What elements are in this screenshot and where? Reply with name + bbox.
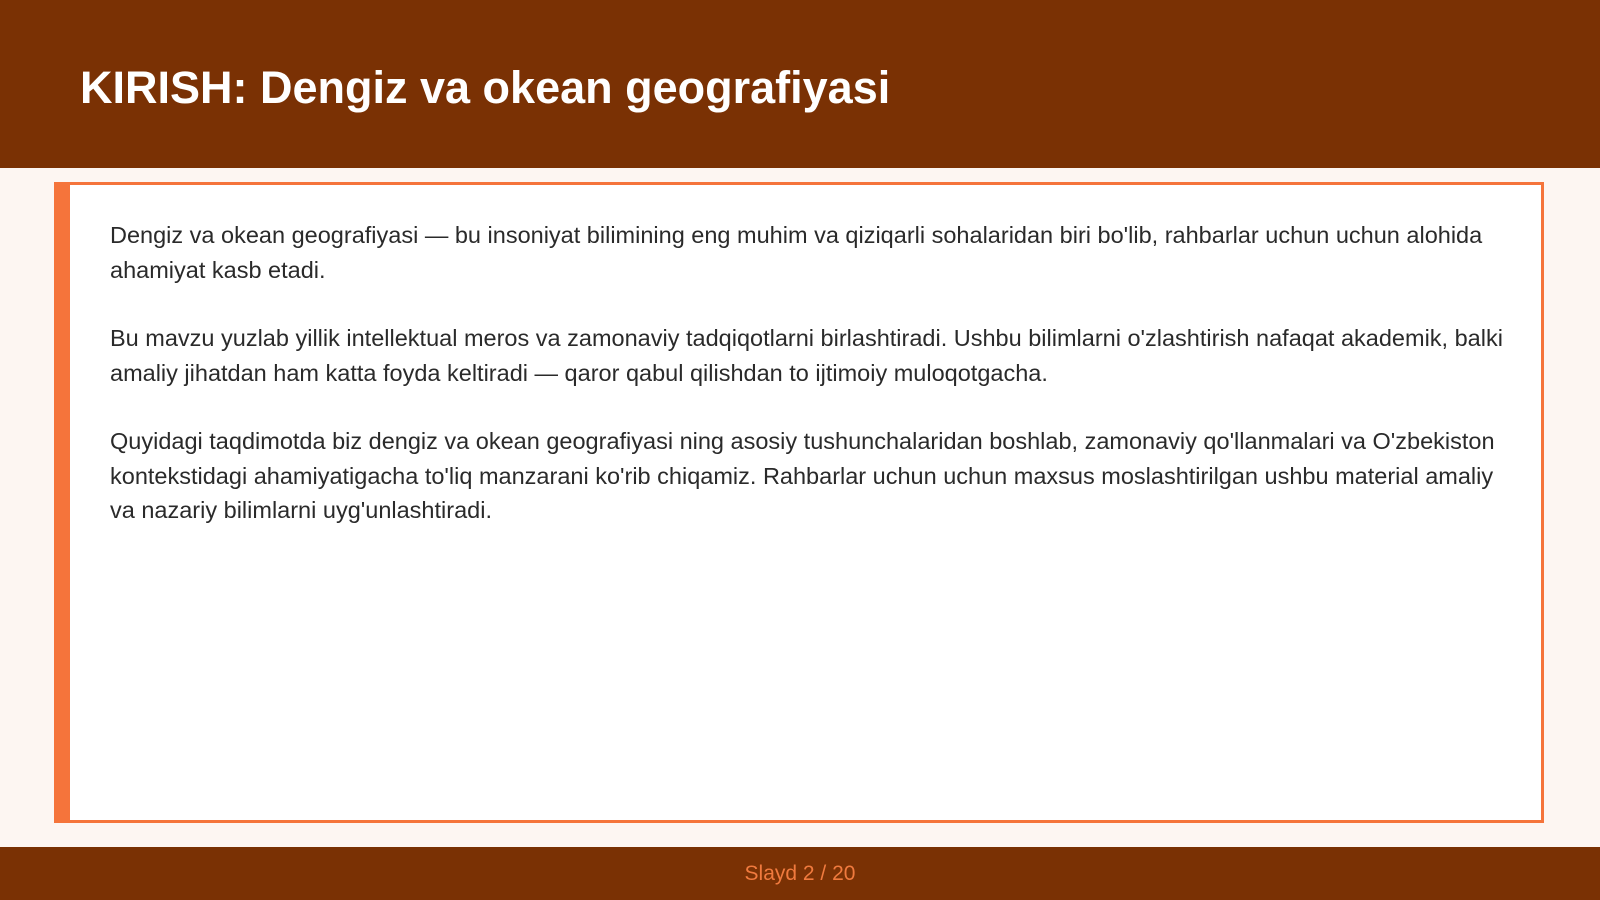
overview-paragraph: Quyidagi taqdimotda biz dengiz va okean geografiyasi ning asosiy tushunchalaridan boshlab, zamonaviy qo'llanmalari va O'zbekiston kontekstidagi ahamiyatigacha to'liq manzarani ko'rib chiqamiz. Rahbarlar uchun uchun maxsus moslashtirilgan ushbu material amaliy va nazariy bilimlarni uyg'unlashtiradi. [110,428,1495,523]
heritage-paragraph: Bu mavzu yuzlab yillik intellektual meros va zamonaviy tadqiqotlarni birlashtiradi. Ushbu bilimlarni o'zlashtirish nafaqat akademik, balki amaliy jihatdan ham katta foyda keltiradi — qaror qabul qilishdan to ijtimoiy muloqotgacha. [110,325,1503,386]
content-box [54,182,1544,823]
slide-title: KIRISH: Dengiz va okean geografiyasi [80,62,891,113]
intro-paragraph: Dengiz va okean geografiyasi — bu insoniyat bilimining eng muhim va qiziqarli sohalaridan biri bo'lib, rahbarlar uchun uchun alohida ahamiyat kasb etadi. [110,222,1483,283]
slide-footer [0,847,1600,900]
content-text [110,218,1505,562]
slide-header [0,0,1600,168]
slide-counter: Slayd 2 / 20 [744,862,856,885]
